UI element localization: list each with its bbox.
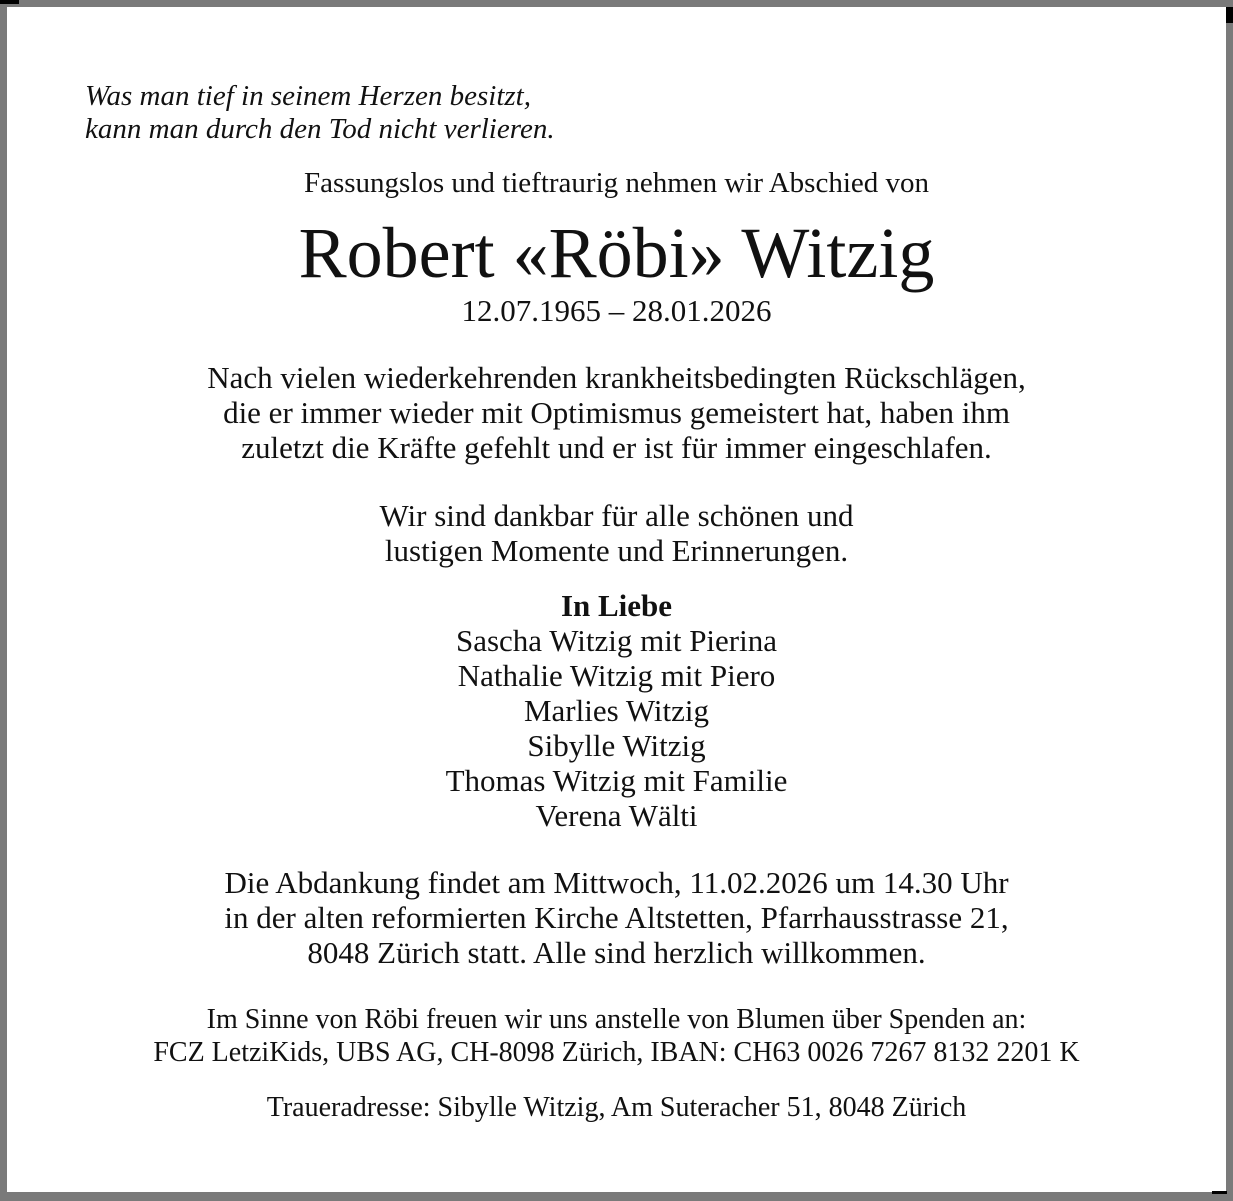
paragraph-service-line-2: in der alten reformierten Kirche Altstetten, Pfarrhausstrasse 21,	[224, 900, 1009, 935]
paragraph-service-line-3: 8048 Zürich statt. Alle sind herzlich willkommen.	[307, 935, 926, 970]
paragraph-illness	[7, 360, 1226, 465]
frame-right-bar	[1226, 7, 1233, 1201]
family-member-2: Nathalie Witzig mit Piero	[457, 658, 776, 693]
paragraph-service-line-1: Die Abdankung findet am Mittwoch, 11.02.2026 um 14.30 Uhr	[224, 865, 1009, 900]
epigraph	[85, 80, 1226, 146]
paragraph-gratitude-line-1: Wir sind dankbar für alle schönen und	[379, 498, 854, 533]
family-heading: In Liebe	[560, 588, 673, 623]
family-member-1: Sascha Witzig mit Pierina	[455, 623, 778, 658]
paragraph-illness-line-1: Nach vielen wiederkehrenden krankheitsbedingten Rückschlägen,	[207, 360, 1026, 395]
family-member-3: Marlies Witzig	[523, 693, 709, 728]
deceased-name: Robert «Röbi» Witzig	[298, 213, 935, 293]
family-member-5: Thomas Witzig mit Familie	[445, 763, 788, 798]
frame-bottom-bar	[0, 1192, 1233, 1201]
mourning-address: Traueradresse: Sibylle Witzig, Am Suteracher 51, 8048 Zürich	[266, 1092, 967, 1123]
frame-corner-mark-top-left	[0, 0, 19, 4]
family-list	[7, 588, 1226, 833]
paragraph-donation	[7, 1003, 1226, 1069]
frame-corner-mark-right-top	[1226, 7, 1233, 23]
paragraph-donation-line-2: FCZ LetziKids, UBS AG, CH-8098 Zürich, IBAN: CH63 0026 7267 8132 2201 K	[153, 1037, 1080, 1068]
intro-line: Fassungslos und tieftraurig nehmen wir Abschied von	[303, 167, 930, 199]
paragraph-donation-line-1: Im Sinne von Röbi freuen wir uns anstelle von Blumen über Spenden an:	[206, 1004, 1027, 1035]
epigraph-line-2: kann man durch den Tod nicht verlieren.	[85, 113, 555, 145]
paragraph-gratitude	[7, 498, 1226, 568]
frame-left-bar	[0, 7, 7, 1201]
epigraph-line-1: Was man tief in seinem Herzen besitzt,	[85, 80, 531, 112]
life-dates: 12.07.1965 – 28.01.2026	[461, 293, 772, 328]
paragraph-service	[7, 865, 1226, 970]
family-member-4: Sibylle Witzig	[527, 728, 706, 763]
frame-top-bar	[0, 0, 1233, 7]
obituary-content	[7, 7, 1226, 1192]
paragraph-gratitude-line-2: lustigen Momente und Erinnerungen.	[384, 533, 849, 568]
paragraph-illness-line-2: die er immer wieder mit Optimismus gemeistert hat, haben ihm	[223, 395, 1010, 430]
paragraph-illness-line-3: zuletzt die Kräfte gefehlt und er ist für immer eingeschlafen.	[241, 430, 992, 465]
family-member-6: Verena Wälti	[535, 798, 698, 833]
